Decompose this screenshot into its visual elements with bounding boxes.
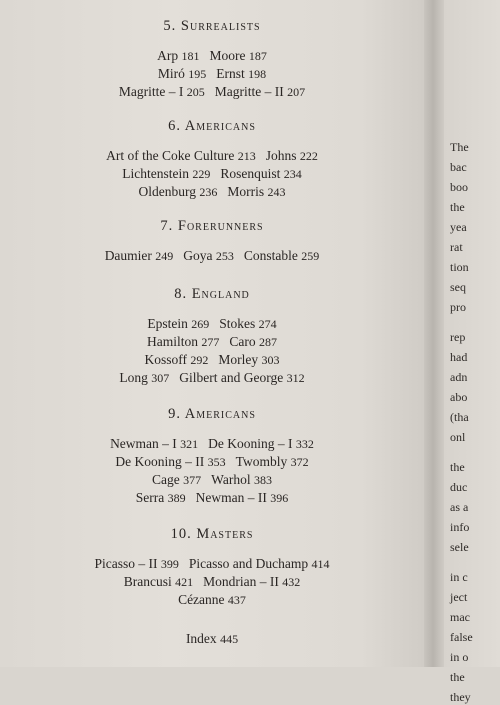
entry-title: Cézanne xyxy=(178,592,225,607)
entry-title: Arp xyxy=(157,48,179,63)
contents-entry xyxy=(219,316,276,331)
entry-title: Caro xyxy=(229,334,256,349)
entry-page-number: 253 xyxy=(215,249,234,263)
entry-page-number: 432 xyxy=(282,575,301,589)
entry-title: Gilbert and George xyxy=(179,370,284,385)
contents-section-surrealists xyxy=(0,18,424,101)
contents-entry xyxy=(203,574,300,589)
right-page-text-fragment: ject xyxy=(450,590,468,604)
contents-entry xyxy=(144,352,208,367)
entry-title: Oldenburg xyxy=(138,184,196,199)
right-page-text-fragment: rat xyxy=(450,240,463,254)
entry-page-number: 372 xyxy=(290,455,309,469)
contents-section-americans-9 xyxy=(0,406,424,507)
right-page-text-fragment: mac xyxy=(450,610,470,624)
contents-line xyxy=(0,47,424,65)
entry-title: Warhol xyxy=(211,472,251,487)
right-page xyxy=(444,0,500,704)
contents-entry xyxy=(124,574,193,589)
entry-title: Morley xyxy=(218,352,259,367)
contents-line xyxy=(0,165,424,183)
entry-title: Picasso and Duchamp xyxy=(188,556,309,571)
contents-entry xyxy=(179,370,304,385)
section-heading: 8. England xyxy=(174,286,250,302)
entry-title: Serra xyxy=(135,490,165,505)
contents-entry xyxy=(152,472,201,487)
right-page-text-fragment: as a xyxy=(450,500,469,514)
right-page-text-fragment: boo xyxy=(450,180,468,194)
entry-page-number: 353 xyxy=(207,455,226,469)
entry-page-number: 187 xyxy=(248,49,267,63)
contents-entry xyxy=(115,454,225,469)
contents-entry xyxy=(157,48,199,63)
entry-page-number: 383 xyxy=(253,473,272,487)
contents-entry xyxy=(266,148,318,163)
contents-line xyxy=(0,573,424,591)
right-page-text-fragment: yea xyxy=(450,220,467,234)
right-page-text-fragment: had xyxy=(450,350,468,364)
contents-line xyxy=(0,471,424,489)
contents-section-americans-6 xyxy=(0,118,424,201)
contents-line xyxy=(0,65,424,83)
entry-page-number: 249 xyxy=(155,249,174,263)
entry-title: Cage xyxy=(152,472,180,487)
contents-entry xyxy=(106,148,256,163)
entry-title: Brancusi xyxy=(123,574,172,589)
entry-title: Twombly xyxy=(235,454,288,469)
contents-entry xyxy=(139,184,218,199)
contents-entry xyxy=(136,490,186,505)
entry-page-number: 421 xyxy=(175,575,194,589)
entry-title: De Kooning – I xyxy=(208,436,293,451)
entry-title: Miró xyxy=(157,66,185,81)
right-page-text-fragment: they xyxy=(450,690,471,704)
entry-title: Epstein xyxy=(147,316,188,331)
entry-title: Ernst xyxy=(216,66,245,81)
entry-title: Long xyxy=(119,370,148,385)
contents-entry xyxy=(178,592,246,607)
entry-title: Rosenquist xyxy=(220,166,281,181)
contents-entry xyxy=(119,84,205,99)
entry-page-number: 181 xyxy=(181,49,200,63)
contents-line xyxy=(0,183,424,201)
contents-entry xyxy=(220,166,301,181)
entry-title: Mondrian – II xyxy=(203,574,279,589)
entry-page-number: 213 xyxy=(237,149,256,163)
entry-page-number: 332 xyxy=(295,437,314,451)
contents-entry xyxy=(122,166,210,181)
entry-title: Magritte – II xyxy=(214,84,284,99)
contents-entry xyxy=(147,334,219,349)
entry-title: Hamilton xyxy=(147,334,198,349)
entry-page-number: 222 xyxy=(299,149,318,163)
contents-line xyxy=(0,315,424,333)
entry-page-number: 243 xyxy=(267,185,286,199)
entry-page-number: 195 xyxy=(188,67,207,81)
contents-entry xyxy=(211,472,272,487)
entry-title: Newman – I xyxy=(110,436,177,451)
entry-page-number: 437 xyxy=(227,593,246,607)
right-page-text-fragment: rep xyxy=(450,330,466,344)
entry-page-number: 277 xyxy=(201,335,220,349)
right-page-text-fragment: info xyxy=(450,520,470,534)
entry-title: Goya xyxy=(183,248,213,263)
contents-line xyxy=(0,247,424,265)
index-page-number: 445 xyxy=(220,632,239,646)
entry-page-number: 389 xyxy=(167,491,186,505)
contents-entry xyxy=(110,436,198,451)
right-page-text-fragment: The xyxy=(450,140,469,154)
right-page-text-fragment: bac xyxy=(450,160,467,174)
contents-line xyxy=(0,489,424,507)
contents-line xyxy=(0,369,424,387)
contents-section-england xyxy=(0,286,424,387)
entry-page-number: 274 xyxy=(258,317,277,331)
entry-page-number: 399 xyxy=(160,557,179,571)
entry-title: Lichtenstein xyxy=(122,166,189,181)
section-heading: 9. Americans xyxy=(168,406,256,422)
entry-page-number: 396 xyxy=(270,491,289,505)
entry-title: Picasso – II xyxy=(94,556,158,571)
index-line xyxy=(0,630,424,648)
entry-page-number: 414 xyxy=(311,557,330,571)
section-heading: 6. Americans xyxy=(168,118,256,134)
right-page-text-fragment: onl xyxy=(450,430,466,444)
section-heading: 5. Surrealists xyxy=(163,18,261,34)
entry-title: Moore xyxy=(209,48,246,63)
entry-title: Daumier xyxy=(104,248,152,263)
entry-page-number: 236 xyxy=(199,185,218,199)
entry-page-number: 303 xyxy=(261,353,280,367)
contents-entry xyxy=(196,490,289,505)
index-label: Index xyxy=(185,631,217,646)
entry-page-number: 234 xyxy=(283,167,302,181)
entry-title: Magritte – I xyxy=(118,84,184,99)
right-page-text-fragment: the xyxy=(450,200,465,214)
entry-page-number: 259 xyxy=(301,249,320,263)
right-page-text-fragment: in o xyxy=(450,650,469,664)
right-page-text-fragment: abo xyxy=(450,390,468,404)
right-page-text-fragment: seq xyxy=(450,280,466,294)
right-page-text-fragment: the xyxy=(450,670,465,684)
contents-entry xyxy=(189,556,330,571)
contents-section-forerunners xyxy=(0,218,424,265)
book-gutter xyxy=(424,0,444,667)
contents-line xyxy=(0,555,424,573)
contents-entry xyxy=(229,334,277,349)
contents-entry xyxy=(208,436,314,451)
right-page-text-fragment: pro xyxy=(450,300,466,314)
contents-entry xyxy=(210,48,267,63)
contents-section-masters xyxy=(0,526,424,609)
contents-entry xyxy=(227,184,285,199)
entry-page-number: 307 xyxy=(151,371,170,385)
contents-entry xyxy=(183,248,234,263)
entry-title: Kossoff xyxy=(144,352,187,367)
contents-line xyxy=(0,591,424,609)
section-heading: 7. Forerunners xyxy=(160,218,264,234)
entry-title: Johns xyxy=(265,148,297,163)
entry-page-number: 269 xyxy=(191,317,210,331)
contents-entry xyxy=(244,248,319,263)
right-page-text-fragment: in c xyxy=(450,570,468,584)
entry-page-number: 377 xyxy=(183,473,202,487)
contents-line xyxy=(0,351,424,369)
index-entry xyxy=(186,631,238,646)
contents-entry xyxy=(147,316,209,331)
contents-entry xyxy=(158,66,206,81)
entry-title: Morris xyxy=(227,184,265,199)
entry-page-number: 229 xyxy=(192,167,211,181)
entry-title: De Kooning – II xyxy=(115,454,205,469)
entry-page-number: 292 xyxy=(190,353,209,367)
contents-line xyxy=(0,83,424,101)
right-page-text-fragment: tion xyxy=(450,260,469,274)
right-page-text-fragment: (tha xyxy=(450,410,469,424)
right-page-text-fragment: adn xyxy=(450,370,468,384)
contents-line xyxy=(0,453,424,471)
contents-entry xyxy=(95,556,179,571)
entry-title: Art of the Coke Culture xyxy=(106,148,235,163)
contents-entry xyxy=(236,454,309,469)
contents-entry xyxy=(216,66,266,81)
contents-entry xyxy=(119,370,169,385)
entry-page-number: 287 xyxy=(259,335,277,349)
section-heading: 10. Masters xyxy=(170,526,254,542)
right-page-text-fragment: false xyxy=(450,630,473,644)
right-page-text-fragment: the xyxy=(450,460,465,474)
entry-page-number: 198 xyxy=(248,67,267,81)
right-page-text-fragment: sele xyxy=(450,540,469,554)
entry-page-number: 205 xyxy=(186,85,205,99)
entry-title: Newman – II xyxy=(195,490,267,505)
contents-entry xyxy=(105,248,174,263)
contents-line xyxy=(0,147,424,165)
entry-title: Stokes xyxy=(219,316,256,331)
right-page-text-fragment: duc xyxy=(450,480,468,494)
contents-entry xyxy=(215,84,305,99)
contents-entry xyxy=(218,352,279,367)
contents-line xyxy=(0,435,424,453)
entry-page-number: 312 xyxy=(286,371,305,385)
entry-page-number: 207 xyxy=(287,85,306,99)
entry-title: Constable xyxy=(243,248,298,263)
entry-page-number: 321 xyxy=(180,437,199,451)
contents-line xyxy=(0,333,424,351)
